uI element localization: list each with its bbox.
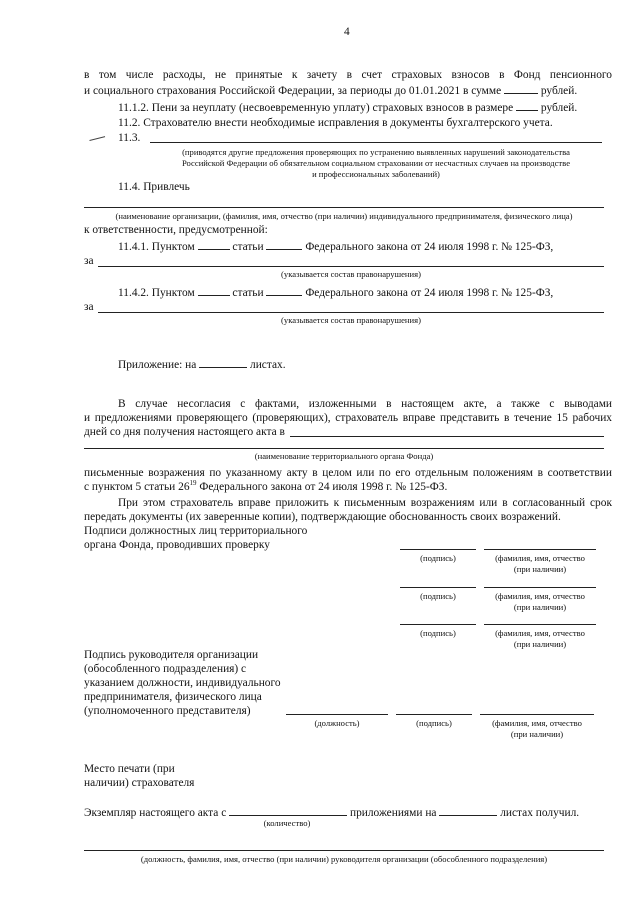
item-11-4-2-point-field[interactable] bbox=[198, 284, 230, 296]
head-signature-line[interactable] bbox=[396, 714, 472, 715]
disagree-line2: и предложениями проверяющего (проверяющих), страхователь вправе представить в течение 15 рабочих bbox=[84, 412, 612, 424]
official-2-name-line[interactable] bbox=[484, 587, 596, 588]
official-2-signature-line[interactable] bbox=[400, 587, 476, 588]
copy-received-line: Экземпляр настоящего акта с приложениями на листах получил. bbox=[84, 804, 579, 820]
item-11-4-1-violation-hint: (указывается состав правонарушения) bbox=[281, 269, 421, 279]
item-11-4-1: 11.4.1. Пунктом статьи Федерального закона от 24 июля 1998 г. № 125-ФЗ, bbox=[118, 238, 553, 254]
item-11-3: 11.3. bbox=[118, 132, 141, 144]
disagree-line1: В случае несогласия с фактами, изложенными в настоящем акте, а также с выводами bbox=[118, 398, 612, 410]
official-1-signature-hint: (подпись) bbox=[420, 553, 456, 563]
objection-line2: с пунктом 5 статьи $26^{19}$ Федерального закона от 24 июля 1998 г. № 125-ФЗ. bbox=[84, 479, 448, 493]
attachment-pages-field[interactable] bbox=[199, 356, 247, 368]
penalty-field[interactable] bbox=[516, 99, 538, 111]
page-number: 4 bbox=[344, 26, 350, 38]
item-11-4-1-article-field[interactable] bbox=[266, 238, 302, 250]
official-3-name-line[interactable] bbox=[484, 624, 596, 625]
sum-field[interactable] bbox=[504, 82, 538, 94]
bottom-hint: (должность, фамилия, имя, отчество (при наличии) руководителя организации (обособленного подразделения) bbox=[140, 854, 548, 864]
para1-line2: и социального страхования Российской Федерации, за периоды до 01.01.2021 в сумме рублей. bbox=[84, 82, 577, 98]
officials-label-1: Подписи должностных лиц территориального bbox=[84, 525, 308, 537]
item-11-4: 11.4. Привлечь bbox=[118, 181, 190, 193]
item-11-3-hint-3: и профессиональных заболеваний) bbox=[312, 169, 440, 179]
head-signature-hint: (подпись) bbox=[416, 718, 452, 728]
attach-docs-line1: При этом страхователь вправе приложить к письменным возражениям или в согласованный срок bbox=[118, 497, 612, 509]
head-sign-label-4: предпринимателя, физического лица bbox=[84, 691, 262, 703]
head-fio-hint-2: (при наличии) bbox=[510, 729, 564, 739]
official-2-fio-hint-2: (при наличии) bbox=[513, 602, 567, 612]
fund-name-line-1[interactable] bbox=[290, 436, 604, 437]
official-1-name-line[interactable] bbox=[484, 549, 596, 550]
official-3-signature-hint: (подпись) bbox=[420, 628, 456, 638]
official-1-fio-hint-2: (при наличии) bbox=[513, 564, 567, 574]
fund-name-line-2[interactable] bbox=[84, 448, 604, 449]
quantity-hint: (количество) bbox=[263, 818, 311, 828]
item-11-4-2-for: за bbox=[84, 301, 94, 313]
official-3-fio-hint-1: (фамилия, имя, отчество bbox=[495, 628, 585, 638]
item-11-4-2-violation-line[interactable] bbox=[98, 312, 604, 313]
official-3-fio-hint-2: (при наличии) bbox=[513, 639, 567, 649]
officials-label-2: органа Фонда, проводивших проверку bbox=[84, 539, 270, 551]
org-hint: (наименование организации, (фамилия, имя, отчество (при наличии) индивидуального предпринимателя, физического лица) bbox=[115, 211, 573, 221]
stamp-label-1: Место печати (при bbox=[84, 763, 175, 775]
item-11-4-1-point-field[interactable] bbox=[198, 238, 230, 250]
official-2-signature-hint: (подпись) bbox=[420, 591, 456, 601]
copy-pages-field[interactable] bbox=[439, 804, 497, 816]
item-11-2: 11.2. Страхователю внести необходимые исправления в документы бухгалтерского учета. bbox=[118, 117, 553, 129]
head-sign-label-3: указанием должности, индивидуального bbox=[84, 677, 281, 689]
item-11-4-2-violation-hint: (указывается состав правонарушения) bbox=[281, 315, 421, 325]
stamp-label-2: наличии) страхователя bbox=[84, 777, 195, 789]
official-2-fio-hint-1: (фамилия, имя, отчество bbox=[495, 591, 585, 601]
pen-mark bbox=[89, 136, 106, 147]
liability-line: к ответственности, предусмотренной: bbox=[84, 224, 268, 236]
official-3-signature-line[interactable] bbox=[400, 624, 476, 625]
item-11-4-1-violation-line[interactable] bbox=[98, 266, 604, 267]
org-name-line[interactable] bbox=[84, 207, 604, 208]
head-position-hint: (должность) bbox=[314, 718, 360, 728]
attach-docs-line2: передать документы (их заверенные копии), подтверждающие обоснованность своих возражений. bbox=[84, 511, 561, 523]
item-11-1-2: 11.1.2. Пени за неуплату (несвоевременную уплату) страховых взносов в размере рублей. bbox=[118, 99, 577, 115]
official-1-fio-hint-1: (фамилия, имя, отчество bbox=[495, 553, 585, 563]
objection-line1: письменные возражения по указанному акту в целом или по его отдельным положениям в соответствии bbox=[84, 467, 612, 479]
head-sign-label-1: Подпись руководителя организации bbox=[84, 649, 259, 661]
fund-hint: (наименование территориального органа Фонда) bbox=[254, 451, 434, 461]
copy-quantity-field[interactable] bbox=[229, 804, 347, 816]
item-11-4-1-for: за bbox=[84, 255, 94, 267]
head-sign-label-2: (обособленного подразделения) с bbox=[84, 663, 247, 675]
official-1-signature-line[interactable] bbox=[400, 549, 476, 550]
head-name-line[interactable] bbox=[480, 714, 594, 715]
bottom-signature-line[interactable] bbox=[84, 850, 604, 851]
disagree-line3: дней со дня получения настоящего акта в bbox=[84, 426, 285, 438]
attachment-line: Приложение: на листах. bbox=[118, 356, 286, 372]
item-11-3-line[interactable] bbox=[150, 142, 602, 143]
head-position-line[interactable] bbox=[286, 714, 388, 715]
head-fio-hint-1: (фамилия, имя, отчество bbox=[492, 718, 582, 728]
para1-line1: в том числе расходы, не принятые к зачету в счет страховых взносов в Фонд пенсионного bbox=[84, 69, 612, 81]
item-11-4-2: 11.4.2. Пунктом статьи Федерального закона от 24 июля 1998 г. № 125-ФЗ, bbox=[118, 284, 553, 300]
item-11-3-hint-1: (приводятся другие предложения проверяющих по устранению выявленных нарушений законодательства bbox=[182, 147, 570, 157]
item-11-3-hint-2: Российской Федерации об обязательном социальном страховании от несчастных случаев на производстве bbox=[181, 158, 571, 168]
head-sign-label-5: (уполномоченного представителя) bbox=[84, 705, 251, 717]
item-11-4-2-article-field[interactable] bbox=[266, 284, 302, 296]
